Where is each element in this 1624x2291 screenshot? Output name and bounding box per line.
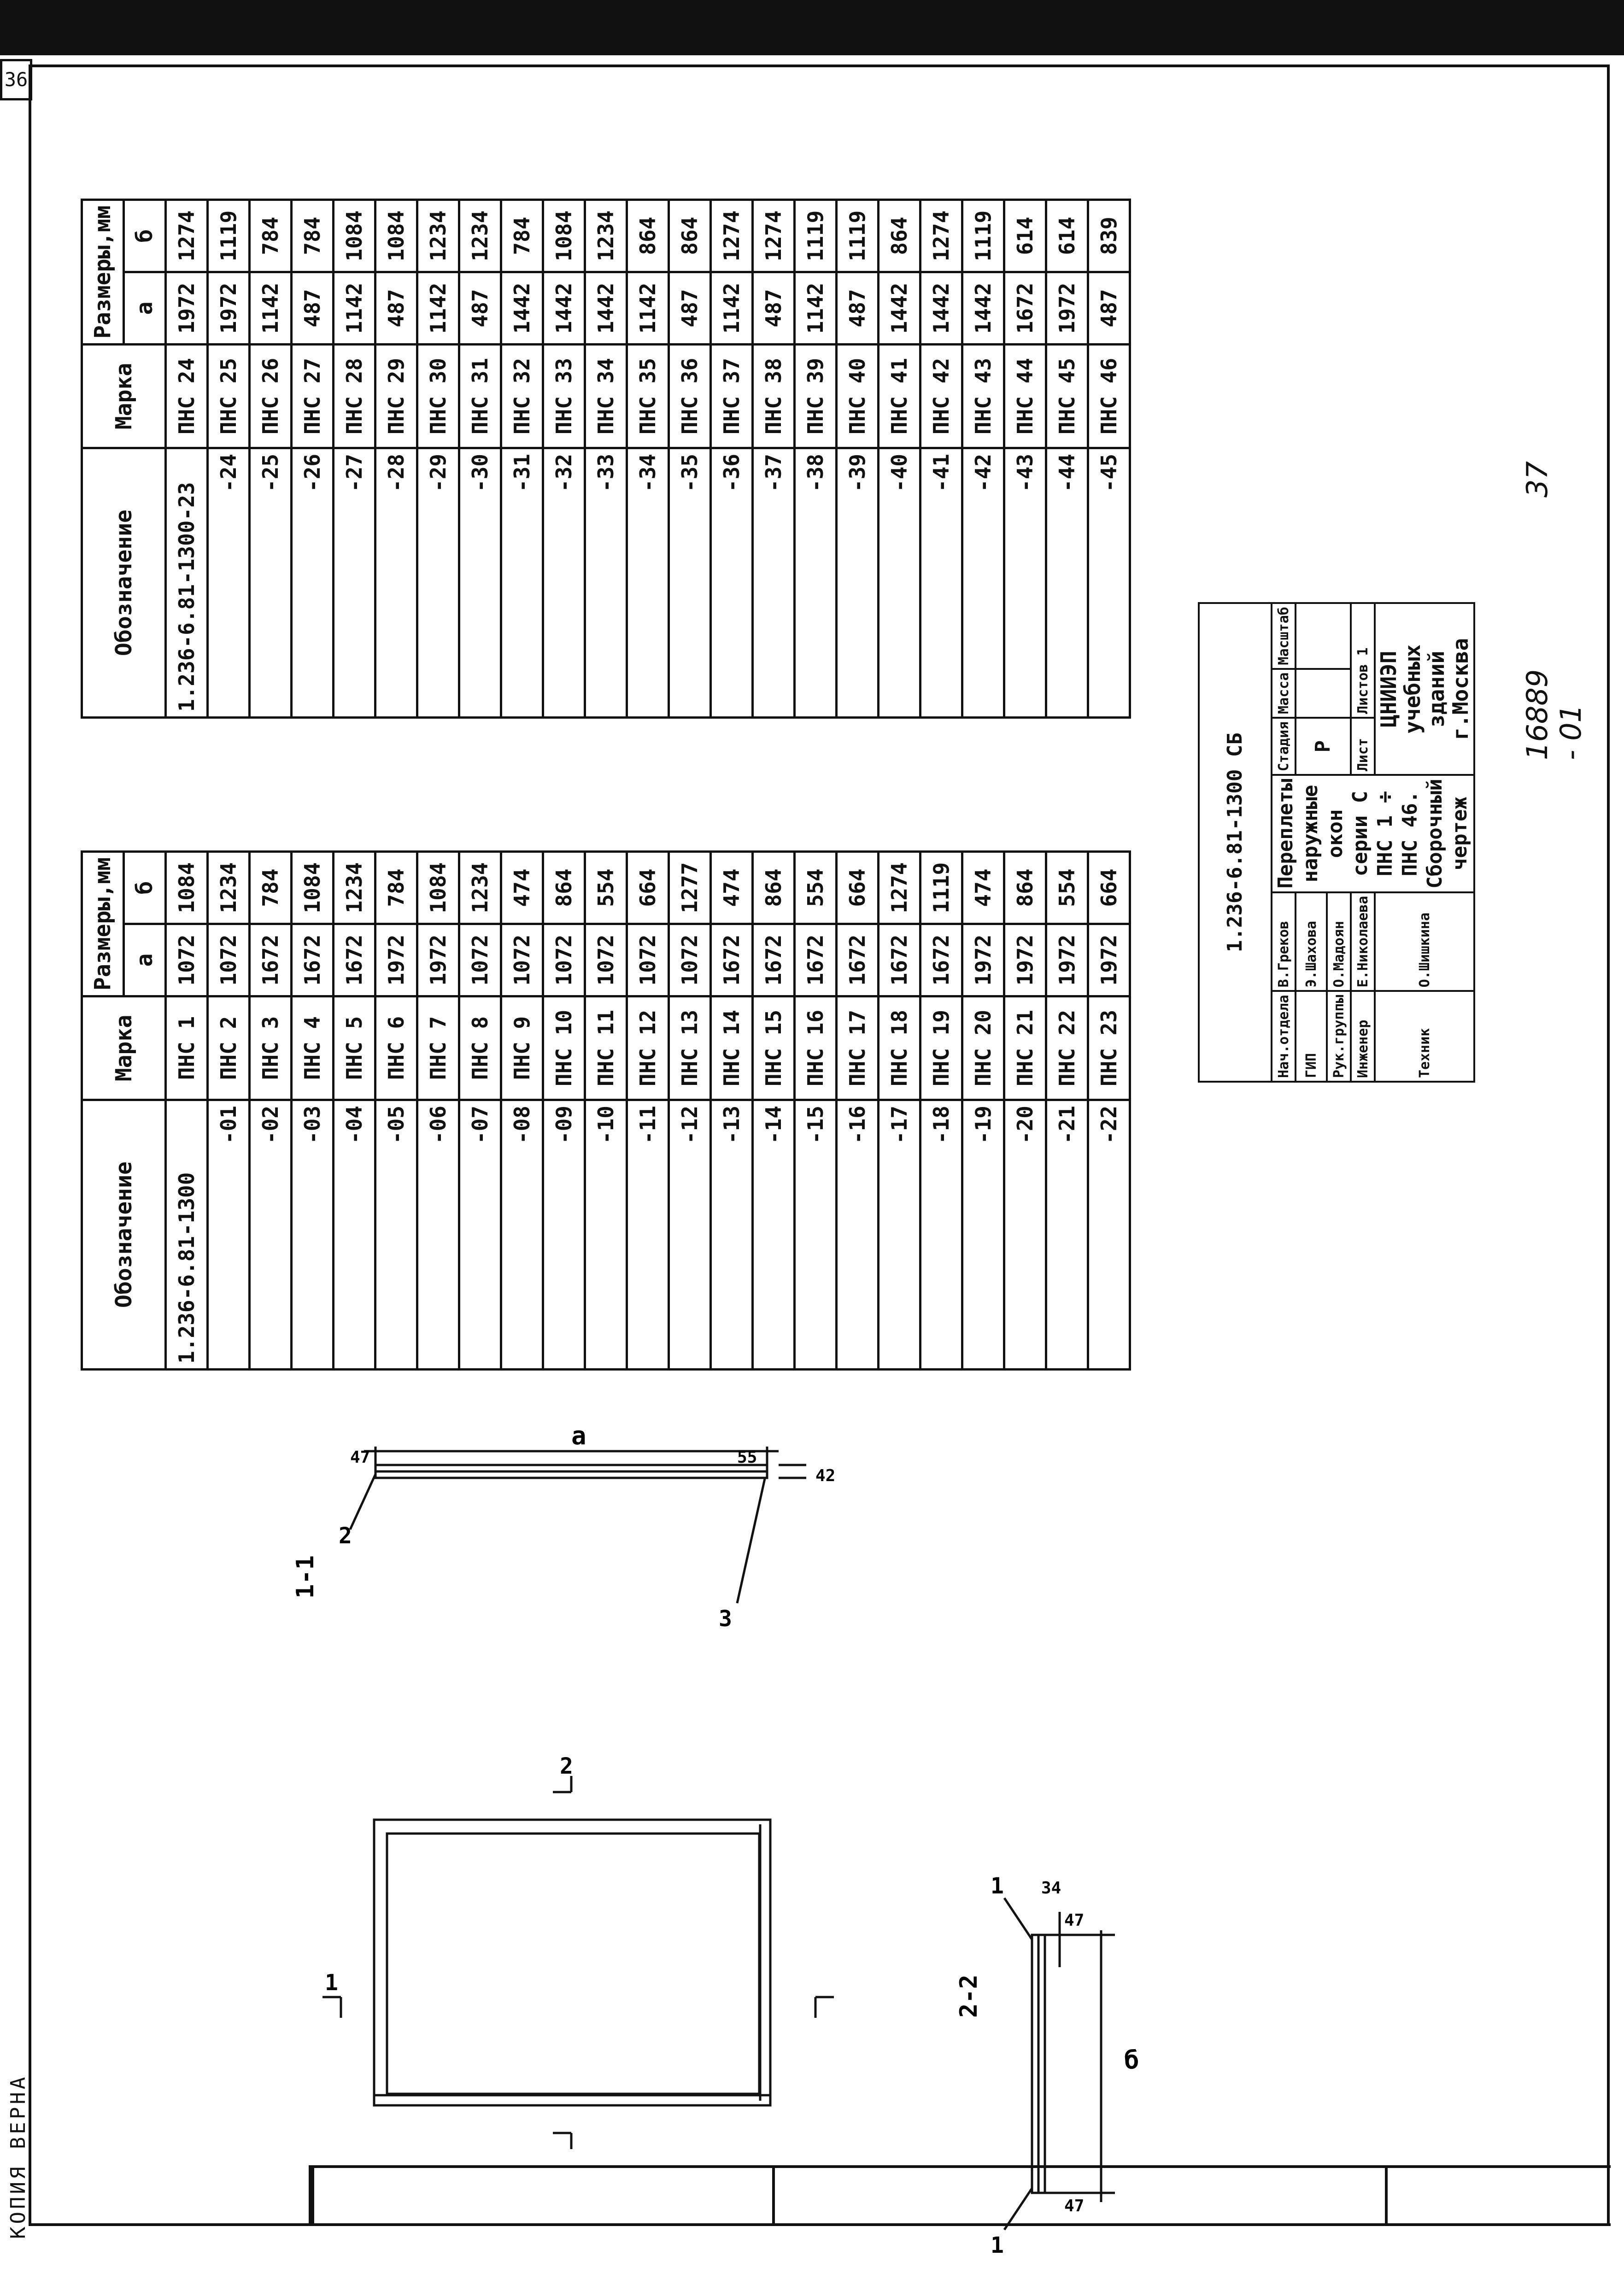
cell-a: 1142 [711,272,753,345]
table-row [879,852,920,1370]
cell-a: 1072 [585,924,627,996]
spec-table-2-wrap [81,199,1131,719]
cell-des: 1.236-6.81-1300 [166,1100,208,1370]
table-row [417,852,459,1370]
staff-role: Инженер [1351,991,1375,1082]
table-row [920,200,962,718]
cell-b: 1274 [166,200,208,272]
cell-des: 1.236-6.81-1300-23 [166,448,208,718]
cell-b: 839 [1088,200,1130,272]
cell-a: 1442 [962,272,1004,345]
window-outline [374,1820,770,2105]
cell-a: 1442 [920,272,962,345]
cell-a: 1972 [1004,924,1046,996]
cell-a: 487 [375,272,417,345]
cell-b: 1084 [417,852,459,924]
section-2-2-label: 2-2 [955,1975,983,2018]
cell-des: -11 [627,1100,669,1370]
cell-mark: ПНС 5 [334,996,375,1100]
cell-des: -05 [375,1100,417,1370]
section-1-1-label: 1-1 [292,1555,319,1599]
cell-a: 487 [669,272,711,345]
copy-certified-label: КОПИЯ ВЕРНА [6,2074,30,2239]
cell-mark: ПНС 7 [417,996,459,1100]
table-row [208,852,250,1370]
cell-des: -29 [417,448,459,718]
cell-mark: ПНС 8 [459,996,501,1100]
table-row [837,852,879,1370]
cell-a: 1972 [962,924,1004,996]
cell-des: -38 [795,448,837,718]
cell-des: -24 [208,448,250,718]
title-block [1198,602,1475,1083]
cell-des: -10 [585,1100,627,1370]
cell-des: -20 [1004,1100,1046,1370]
cell-a: 1972 [1046,272,1088,345]
col-mark: Марка [82,345,166,448]
staff-name: О.Шишкина [1375,892,1474,991]
doc-code: 1.236-6.81-1300 СБ [1199,603,1272,1082]
cell-b: 864 [753,852,795,924]
table-row [962,852,1004,1370]
cell-a: 1142 [250,272,292,345]
cell-des: -15 [795,1100,837,1370]
table-row [1004,200,1046,718]
cell-a: 1672 [292,924,334,996]
table-row [292,852,334,1370]
cell-mark: ПНС 31 [459,345,501,448]
cell-mark: ПНС 13 [669,996,711,1100]
cell-mark: ПНС 12 [627,996,669,1100]
window-inner-outline [387,1834,759,2094]
cell-a: 1142 [417,272,459,345]
cell-b: 1274 [711,200,753,272]
cell-b: 1234 [417,200,459,272]
cell-a: 1142 [334,272,375,345]
table-row [753,200,795,718]
cell-mark: ПНС 46 [1088,345,1130,448]
cell-mark: ПНС 15 [753,996,795,1100]
callout-1a: 1 [991,1873,1004,1899]
cell-des: -39 [837,448,879,718]
cell-mark: ПНС 30 [417,345,459,448]
staff-name: Э.Шахова [1296,892,1327,991]
table-row [879,200,920,718]
cell-b: 664 [627,852,669,924]
cell-a: 487 [459,272,501,345]
cell-des: -35 [669,448,711,718]
cell-b: 864 [879,200,920,272]
table-row [250,852,292,1370]
cell-b: 614 [1046,200,1088,272]
cell-mark: ПНС 16 [795,996,837,1100]
cell-des: -28 [375,448,417,718]
cell-a: 1142 [627,272,669,345]
cell-a: 1442 [879,272,920,345]
cell-mark: ПНС 40 [837,345,879,448]
col-sizes: Размеры,мм [82,852,124,996]
archive-sheet: 37 [1520,461,1554,498]
scale-label: Масштаб [1272,603,1296,668]
cell-des: -30 [459,448,501,718]
table-row [837,200,879,718]
cell-b: 1234 [208,852,250,924]
cell-b: 664 [1088,852,1130,924]
cell-des: -45 [1088,448,1130,718]
cell-a: 1672 [334,924,375,996]
cell-b: 554 [1046,852,1088,924]
cell-mark: ПНС 42 [920,345,962,448]
cell-b: 1234 [459,200,501,272]
cell-mark: ПНС 32 [501,345,543,448]
table-row [585,852,627,1370]
cell-b: 1119 [795,200,837,272]
cell-mark: ПНС 25 [208,345,250,448]
col-mark: Марка [82,996,166,1100]
cell-b: 554 [585,852,627,924]
cell-mark: ПНС 1 [166,996,208,1100]
table-row [1088,200,1130,718]
staff-role: Техник [1375,991,1474,1082]
cell-des: -37 [753,448,795,718]
cell-a: 1972 [166,272,208,345]
cell-des: -04 [334,1100,375,1370]
cell-des: -22 [1088,1100,1130,1370]
cell-des: -14 [753,1100,795,1370]
cell-a: 1072 [208,924,250,996]
table-row [166,200,208,718]
sheets-label: Листов 1 [1351,603,1375,718]
cell-des: -06 [417,1100,459,1370]
cell-b: 1119 [208,200,250,272]
cell-a: 1072 [543,924,585,996]
cell-des: -02 [250,1100,292,1370]
cell-b: 784 [375,852,417,924]
table-row [920,852,962,1370]
cell-a: 1072 [501,924,543,996]
cell-a: 1672 [711,924,753,996]
table-row [501,200,543,718]
cell-des: -31 [501,448,543,718]
dim-42: 42 [815,1466,836,1485]
callout-2: 2 [339,1523,352,1549]
table-row [208,200,250,718]
cell-des: -08 [501,1100,543,1370]
cell-a: 1972 [1088,924,1130,996]
cut-mark-1: 1 [325,1970,338,1996]
cell-mark: ПНС 19 [920,996,962,1100]
cell-mark: ПНС 21 [1004,996,1046,1100]
cell-mark: ПНС 18 [879,996,920,1100]
table-row [292,200,334,718]
cell-mark: ПНС 23 [1088,996,1130,1100]
cell-mark: ПНС 43 [962,345,1004,448]
table-row [711,200,753,718]
cell-a: 1672 [795,924,837,996]
cell-a: 487 [292,272,334,345]
cell-mark: ПНС 33 [543,345,585,448]
table-row [962,200,1004,718]
cell-des: -09 [543,1100,585,1370]
cell-des: -07 [459,1100,501,1370]
dim-47-top: 47 [350,1448,370,1467]
table-row [711,852,753,1370]
cell-b: 614 [1004,200,1046,272]
staff-name: Е.Николаева [1351,892,1375,991]
cell-b: 1274 [920,200,962,272]
table-row [250,200,292,718]
cell-mark: ПНС 45 [1046,345,1088,448]
spec-table-2 [81,199,1131,719]
col-designation: Обозначение [82,1100,166,1370]
cell-b: 1119 [962,200,1004,272]
cell-mark: ПНС 27 [292,345,334,448]
cell-a: 1672 [920,924,962,996]
cell-b: 784 [292,200,334,272]
table-row [459,200,501,718]
cell-des: -42 [962,448,1004,718]
cell-mark: ПНС 4 [292,996,334,1100]
cell-mark: ПНС 26 [250,345,292,448]
dim-a: а [571,1421,586,1450]
page-corner-number: 36 [0,59,32,100]
cell-des: -25 [250,448,292,718]
drawing-title: Переплеты наружные окон серии С ПНС 1 ÷ ПНС 46. Сборочный чертеж [1272,775,1474,892]
cell-b: 864 [543,852,585,924]
table-row [417,200,459,718]
stage-value: Р [1296,718,1351,775]
cell-a: 1672 [250,924,292,996]
cell-b: 474 [711,852,753,924]
dim-47-right: 47 [1064,2197,1085,2215]
staff-role: Рук.группы [1327,991,1351,1082]
table-row [166,852,208,1370]
table-row [543,200,585,718]
cell-a: 1672 [1004,272,1046,345]
cell-a: 487 [1088,272,1130,345]
cell-b: 864 [669,200,711,272]
cell-mark: ПНС 14 [711,996,753,1100]
cell-mark: ПНС 3 [250,996,292,1100]
cell-a: 1972 [1046,924,1088,996]
cell-b: 664 [837,852,879,924]
cell-b: 1119 [837,200,879,272]
cell-a: 487 [753,272,795,345]
cell-des: -01 [208,1100,250,1370]
dim-b: б [1124,2045,1139,2074]
cell-a: 1972 [375,924,417,996]
cell-des: -40 [879,448,920,718]
col-a: а [124,272,166,345]
cell-a: 1072 [627,924,669,996]
cell-b: 1277 [669,852,711,924]
cell-mark: ПНС 6 [375,996,417,1100]
cell-b: 1274 [879,852,920,924]
archive-number: 16889 - 01 [1520,669,1588,760]
cell-des: -34 [627,448,669,718]
cell-mark: ПНС 11 [585,996,627,1100]
dim-55: 55 [737,1448,757,1467]
cell-a: 1672 [837,924,879,996]
col-sizes: Размеры,мм [82,200,124,345]
callout-3: 3 [719,1606,732,1632]
cell-mark: ПНС 39 [795,345,837,448]
cell-b: 784 [501,200,543,272]
cell-b: 1234 [585,200,627,272]
table-row [334,200,375,718]
cell-b: 1084 [292,852,334,924]
table-row [669,852,711,1370]
cell-b: 1119 [920,852,962,924]
cell-b: 1234 [459,852,501,924]
mass-label: Масса [1272,669,1296,718]
cell-des: -19 [962,1100,1004,1370]
col-a: а [124,924,166,996]
table-row [375,200,417,718]
spec-table-1 [81,850,1131,1371]
cell-des: -21 [1046,1100,1088,1370]
cell-des: -26 [292,448,334,718]
cell-des: -18 [920,1100,962,1370]
cell-b: 784 [250,852,292,924]
cell-a: 1072 [669,924,711,996]
col-b: б [124,200,166,272]
table-row [627,200,669,718]
table-row [585,200,627,718]
cell-mark: ПНС 20 [962,996,1004,1100]
table-row [627,852,669,1370]
callout-1b: 1 [991,2232,1004,2258]
cell-a: 1672 [753,924,795,996]
cell-des: -43 [1004,448,1046,718]
table-row [795,852,837,1370]
cell-b: 864 [1004,852,1046,924]
cell-mark: ПНС 9 [501,996,543,1100]
cell-mark: ПНС 41 [879,345,920,448]
cell-b: 784 [250,200,292,272]
cell-a: 1442 [585,272,627,345]
cell-des: -41 [920,448,962,718]
cell-mark: ПНС 36 [669,345,711,448]
cell-b: 864 [627,200,669,272]
cell-mark: ПНС 2 [208,996,250,1100]
dim-34: 34 [1041,1879,1061,1898]
cell-b: 1084 [166,852,208,924]
cut-mark-2: 2 [560,1753,573,1779]
cell-mark: ПНС 22 [1046,996,1088,1100]
table-row [753,852,795,1370]
cell-a: 1972 [208,272,250,345]
cell-des: -12 [669,1100,711,1370]
stage-label: Стадия [1272,718,1296,775]
cell-mark: ПНС 35 [627,345,669,448]
staff-name: О.Мадоян [1327,892,1351,991]
table-row [1004,852,1046,1370]
cell-des: -03 [292,1100,334,1370]
bottom-strip [309,2165,1611,2226]
cell-mark: ПНС 38 [753,345,795,448]
cell-des: -44 [1046,448,1088,718]
table-row [795,200,837,718]
sheet-label: Лист [1351,718,1375,775]
cell-b: 1084 [375,200,417,272]
cell-des: -16 [837,1100,879,1370]
cell-a: 1072 [459,924,501,996]
cell-des: -32 [543,448,585,718]
cell-des: -17 [879,1100,920,1370]
table-row [375,852,417,1370]
cell-mark: ПНС 37 [711,345,753,448]
cell-mark: ПНС 34 [585,345,627,448]
col-b: б [124,852,166,924]
cell-des: -36 [711,448,753,718]
table-row [1088,852,1130,1370]
table-row [334,852,375,1370]
cell-b: 1084 [334,200,375,272]
cell-a: 1672 [879,924,920,996]
cell-des: -13 [711,1100,753,1370]
cell-a: 487 [837,272,879,345]
table-row [459,852,501,1370]
cell-b: 1234 [334,852,375,924]
col-designation: Обозначение [82,448,166,718]
table-row [1046,852,1088,1370]
table-row [669,200,711,718]
spec-table-1-wrap [81,850,1131,1371]
cell-b: 1084 [543,200,585,272]
cell-b: 474 [962,852,1004,924]
cell-mark: ПНС 10 [543,996,585,1100]
cell-a: 1072 [166,924,208,996]
cell-b: 554 [795,852,837,924]
table-row [1046,200,1088,718]
cell-mark: ПНС 44 [1004,345,1046,448]
organization: ЦНИИЭП учебных зданий г.Москва [1375,603,1474,775]
cell-des: -27 [334,448,375,718]
dim-47-left: 47 [1064,1911,1085,1930]
cell-mark: ПНС 24 [166,345,208,448]
table-row [501,852,543,1370]
cell-mark: ПНС 17 [837,996,879,1100]
cell-a: 1142 [795,272,837,345]
cell-a: 1442 [501,272,543,345]
table-row [543,852,585,1370]
staff-role: Нач.отдела [1272,991,1296,1082]
cell-b: 1274 [753,200,795,272]
staff-name: В.Греков [1272,892,1296,991]
cell-des: -33 [585,448,627,718]
staff-role: ГИП [1296,991,1327,1082]
cell-a: 1442 [543,272,585,345]
cell-mark: ПНС 28 [334,345,375,448]
cell-b: 474 [501,852,543,924]
cell-mark: ПНС 29 [375,345,417,448]
cell-a: 1972 [417,924,459,996]
